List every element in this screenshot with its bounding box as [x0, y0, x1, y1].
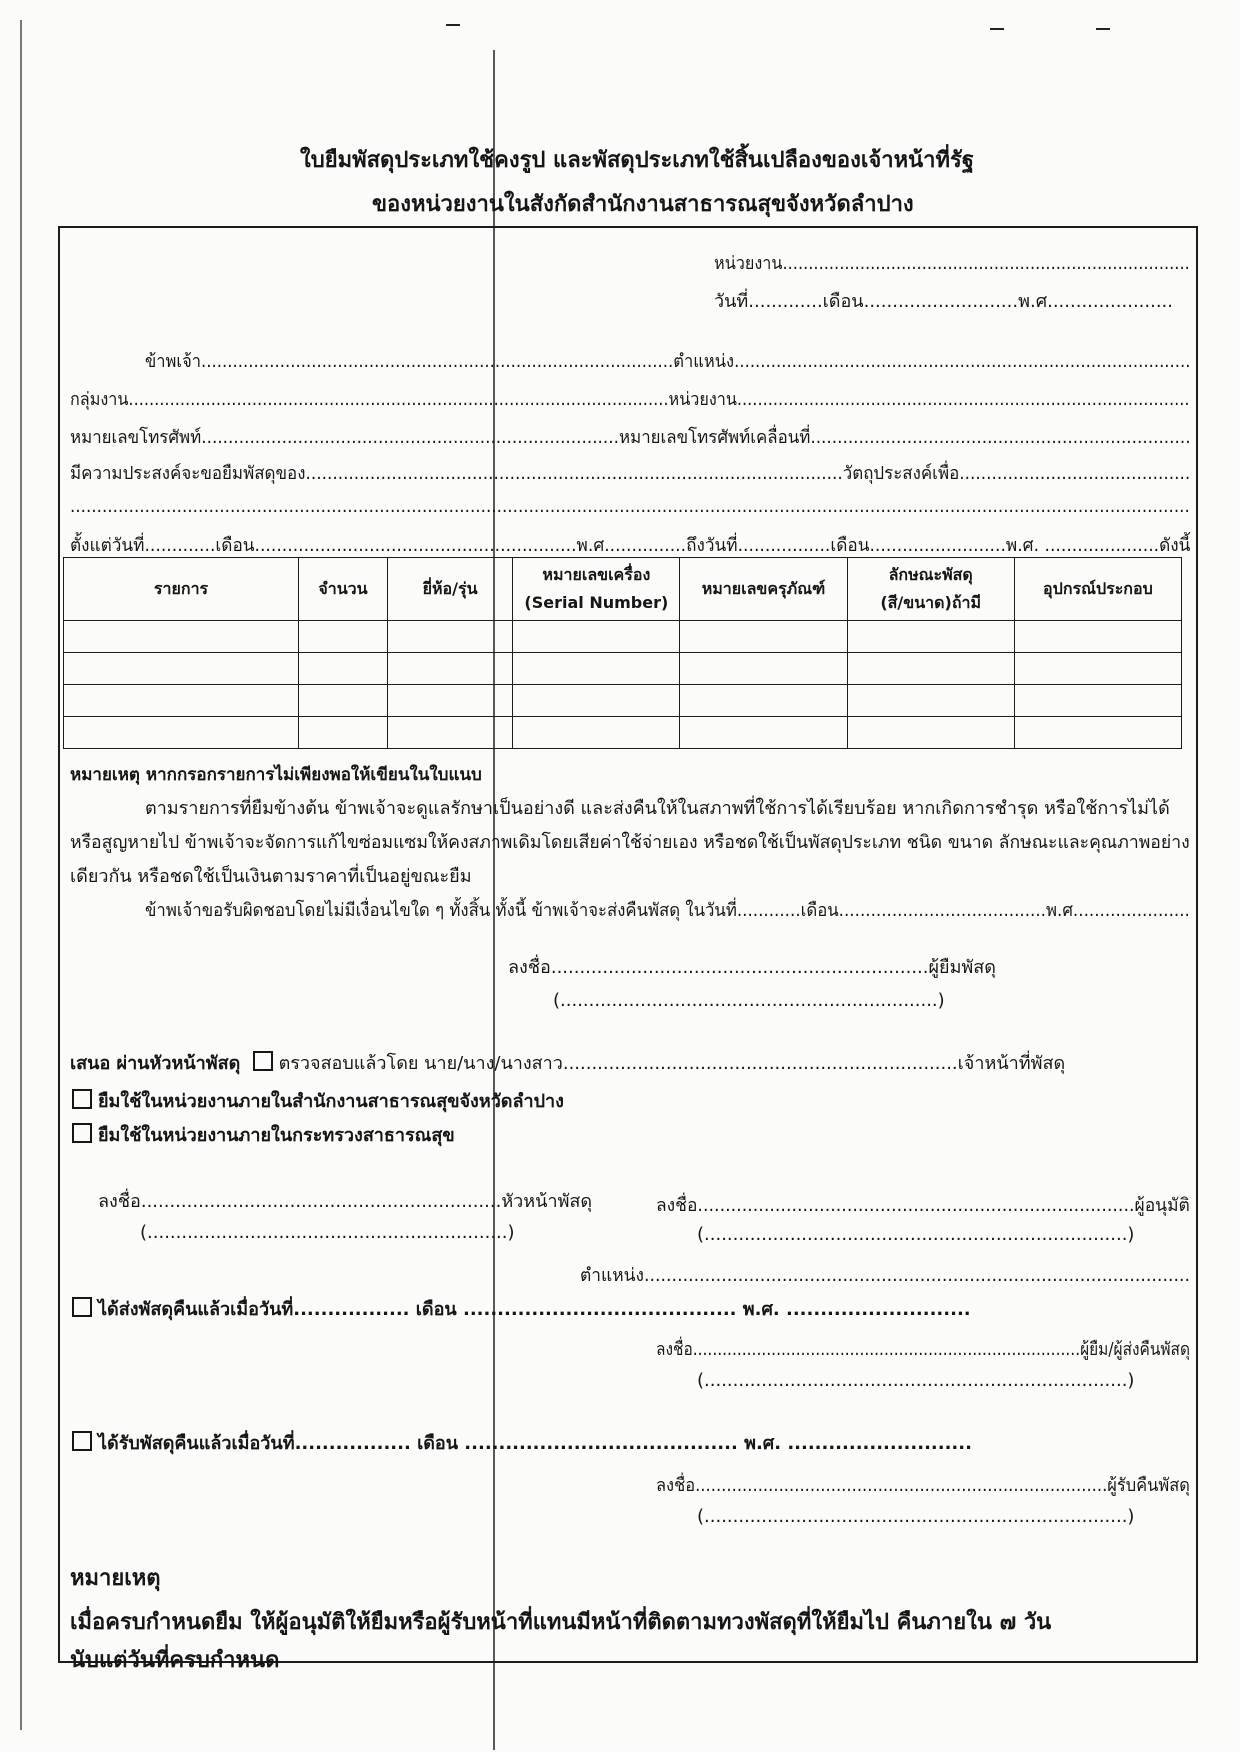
table-header-cell: [64, 558, 299, 621]
table-row: [64, 717, 1182, 749]
option2-checkbox[interactable]: [72, 1123, 92, 1143]
agreement-line1: ตามรายการที่ยืมข้างต้น ข้าพเจ้าจะดูแลรักษาเป็นอย่างดี และส่งคืนให้ในสภาพที่ใช้การได้เรียบร้อย หากเกิดการชำรุด หรือใช้การไม่ได้: [145, 798, 1170, 819]
table-header-cell: [513, 558, 680, 621]
table-cell[interactable]: [513, 653, 680, 685]
checked-by-field[interactable]: ตรวจสอบแล้วโดย นาย/นาง/นางสาว.....................................................................เจ้าหน้าที่พัสดุ: [278, 1053, 1066, 1074]
borrower-signature[interactable]: ลงชื่อ..................................................................ผู้ยืมพัสดุ: [508, 957, 996, 978]
table-cell[interactable]: [1014, 621, 1181, 653]
table-header-text: รายการ: [153, 579, 209, 598]
option1-checkbox[interactable]: [72, 1089, 92, 1109]
scan-mark: [1096, 28, 1110, 30]
table-cell[interactable]: [387, 621, 512, 653]
final-note-heading: หมายเหตุ: [70, 1566, 161, 1591]
table-header-text: ยี่ห้อ/รุ่น: [422, 579, 478, 598]
received-name[interactable]: (..........................................................................): [697, 1506, 1135, 1527]
agreement-line2: หรือสูญหายไป ข้าพเจ้าจะจัดการแก้ไขซ่อมแซมให้คงสภาพเดิมโดยเสียค่าใช้จ่ายเอง หรือชดใช้เป็นพัสดุประเภท ชนิด ขนาด ลักษณะและคุณภาพอย่าง: [70, 832, 1190, 853]
scan-mark: [446, 24, 460, 26]
received-checkbox[interactable]: [72, 1431, 92, 1451]
table-header-row: [64, 558, 1182, 621]
table-header-text: อุปกรณ์ประกอบ: [1043, 579, 1153, 598]
unit-field[interactable]: หน่วยงาน...............................................................................: [714, 253, 1190, 274]
applicant-name-field[interactable]: ข้าพเจ้า..........................................................................................ตำแหน่ง.......................................................................................: [145, 351, 1191, 372]
scan-edge-line: [20, 20, 22, 1730]
returned-checkbox[interactable]: [72, 1297, 92, 1317]
table-cell[interactable]: [64, 621, 299, 653]
remark-short: หมายเหตุ หากกรอกรายการไม่เพียงพอให้เขียนในใบแนบ: [70, 765, 482, 785]
agreement-line3: เดียวกัน หรือชดใช้เป็นเงินตามราคาที่เป็นอยู่ขณะยืม: [70, 866, 472, 887]
table-header-text: (Serial Number): [524, 593, 669, 612]
table-cell[interactable]: [64, 653, 299, 685]
table-header-text: ลักษณะพัสดุ: [888, 565, 973, 584]
scan-mark: [990, 28, 1004, 30]
option2-line: [72, 1120, 455, 1149]
table-cell[interactable]: [1014, 685, 1181, 717]
head-name[interactable]: (...............................................................): [140, 1222, 515, 1243]
table-cell[interactable]: [299, 653, 388, 685]
table-cell[interactable]: [847, 653, 1014, 685]
table-row: [64, 685, 1182, 717]
table-row: [64, 653, 1182, 685]
form-title-line1: ใบยืมพัสดุประเภทใช้คงรูป และพัสดุประเภทใช้สิ้นเปลืองของเจ้าหน้าที่รัฐ: [300, 148, 974, 173]
approver-signature[interactable]: ลงชื่อ...............................................................................ผู้อนุมัติ: [656, 1195, 1190, 1216]
table-cell[interactable]: [64, 717, 299, 749]
table-header-cell: [680, 558, 847, 621]
table-cell[interactable]: [387, 653, 512, 685]
table-cell[interactable]: [847, 685, 1014, 717]
table-cell[interactable]: [847, 717, 1014, 749]
table-header-text: หมายเลขครุภัณฑ์: [701, 579, 826, 598]
table-row: [64, 621, 1182, 653]
table-cell[interactable]: [513, 621, 680, 653]
table-cell[interactable]: [1014, 717, 1181, 749]
table-header-cell: [1014, 558, 1181, 621]
returned-date-field[interactable]: ได้ส่งพัสดุคืนแล้วเมื่อวันที่................. เดือน ........................................ พ.ศ. ...........................: [98, 1299, 971, 1320]
table-cell[interactable]: [680, 685, 847, 717]
phone-field[interactable]: หมายเลขโทรศัพท์..............................................................................หมายเลขโทรศัพท์เคลื่อนที่.......................................................................: [70, 427, 1191, 448]
returned-line: [72, 1294, 971, 1323]
borrower-name[interactable]: (..................................................................): [553, 990, 945, 1011]
table-cell[interactable]: [387, 685, 512, 717]
table-header-text: หมายเลขเครื่อง: [542, 565, 651, 584]
table-header-cell: [387, 558, 512, 621]
form-title-line2: ของหน่วยงานในสังกัดสำนักงานสาธารณสุขจังหวัดลำปาง: [372, 192, 914, 217]
table-cell[interactable]: [299, 621, 388, 653]
table-header-cell: [299, 558, 388, 621]
table-cell[interactable]: [387, 717, 512, 749]
checked-by-checkbox[interactable]: [253, 1051, 273, 1071]
period-field[interactable]: ตั้งแต่วันที่.............เดือน...........................................................พ.ศ...............ถึงวันที่.................เดือน.........................พ.ศ. .....................ดังนี้: [70, 535, 1191, 556]
table-cell[interactable]: [513, 717, 680, 749]
date-field[interactable]: วันที่.............เดือน...........................พ.ศ......................: [714, 291, 1173, 312]
table-cell[interactable]: [680, 621, 847, 653]
group-field[interactable]: กลุ่มงาน.........................................................................................................หน่วยงาน........................................................................................: [70, 389, 1190, 410]
proposal-line: [70, 1048, 1065, 1077]
received-signature[interactable]: ลงชื่อ...............................................................................ผู้รับคืนพัสดุ: [656, 1475, 1190, 1496]
purpose-field[interactable]: มีความประสงค์จะขอยืมพัสดุของ....................................................................................................วัตถุประสงค์เพื่อ...........................................: [70, 463, 1191, 484]
table-cell[interactable]: [64, 685, 299, 717]
approver-name[interactable]: (..........................................................................): [697, 1224, 1135, 1245]
approver-position[interactable]: ตำแหน่ง...................................................................................................: [580, 1265, 1191, 1286]
items-table: [63, 557, 1182, 749]
table-cell[interactable]: [847, 621, 1014, 653]
option1-label: ยืมใช้ในหน่วยงานภายในสำนักงานสาธารณสุขจังหวัดลำปาง: [98, 1091, 564, 1112]
received-line: [72, 1428, 972, 1457]
table-body: [64, 621, 1182, 749]
option2-label: ยืมใช้ในหน่วยงานภายในกระทรวงสาธารณสุข: [98, 1125, 455, 1146]
purpose-continuation-field[interactable]: ..................................................................................................................................................................................................................: [70, 496, 1190, 517]
final-note-line1: เมื่อครบกำหนดยืม ให้ผู้อนุมัติให้ยืมหรือผู้รับหน้าที่แทนมีหน้าที่ติดตามทวงพัสดุที่ให้ยืมไป คืนภายใน ๗ วัน: [70, 1610, 1052, 1635]
table-cell[interactable]: [299, 717, 388, 749]
table-cell[interactable]: [680, 653, 847, 685]
option1-line: [72, 1086, 564, 1115]
returned-signature[interactable]: ลงชื่อ...............................................................................ผู้ยืม/ผู้ส่งคืนพัสดุ: [656, 1339, 1190, 1360]
table-header-text: (สี/ขนาด)ถ้ามี: [880, 593, 982, 612]
proposal-label: เสนอ ผ่านหัวหน้าพัสดุ: [70, 1053, 241, 1074]
returned-name[interactable]: (..........................................................................): [697, 1370, 1135, 1391]
head-signature[interactable]: ลงชื่อ...............................................................หัวหน้าพัสดุ: [98, 1191, 593, 1212]
agreement-line4[interactable]: ข้าพเจ้าขอรับผิดชอบโดยไม่มีเงื่อนไขใด ๆ ทั้งสิ้น ทั้งนี้ ข้าพเจ้าจะส่งคืนพัสดุ ในวันที่............เดือน.......................................พ.ศ......................: [145, 900, 1190, 921]
table-cell[interactable]: [299, 685, 388, 717]
table-cell[interactable]: [1014, 653, 1181, 685]
table-cell[interactable]: [513, 685, 680, 717]
received-date-field[interactable]: ได้รับพัสดุคืนแล้วเมื่อวันที่................. เดือน ........................................ พ.ศ. ...........................: [98, 1433, 972, 1454]
table-header-cell: [847, 558, 1014, 621]
table-cell[interactable]: [680, 717, 847, 749]
final-note-line2: นับแต่วันที่ครบกำหนด: [70, 1648, 280, 1673]
table-header-text: จำนวน: [318, 579, 368, 598]
